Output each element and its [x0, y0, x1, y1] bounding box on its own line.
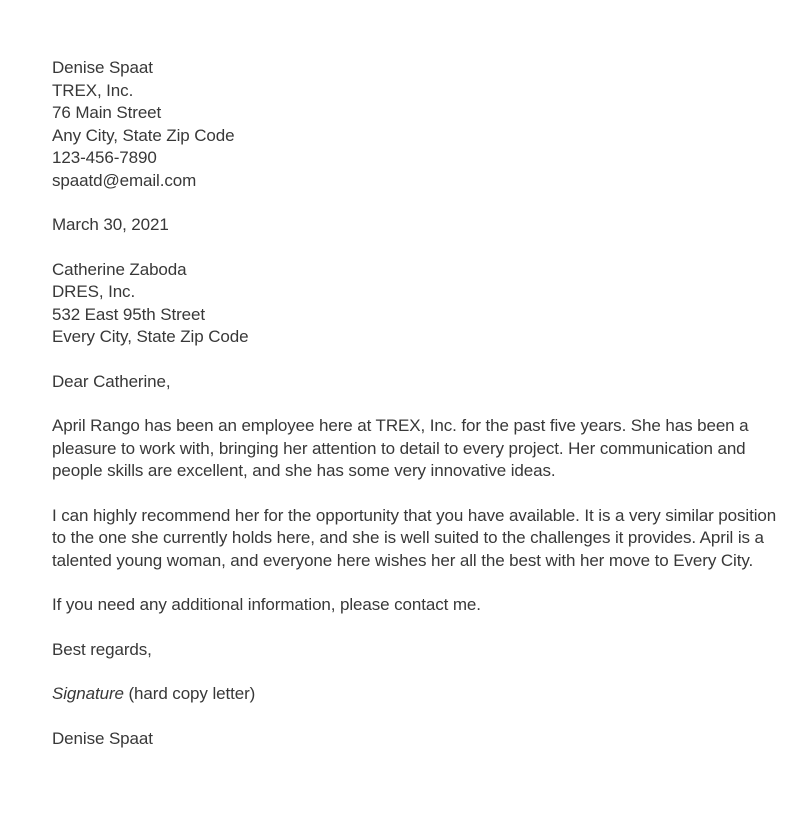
date-line: March 30, 2021 [52, 215, 169, 234]
recipient-address-block [52, 259, 778, 349]
body-paragraph-3: If you need any additional information, please contact me. [52, 595, 481, 614]
salutation: Dear Catherine, [52, 371, 171, 391]
recipient-name: Catherine Zaboda [52, 259, 187, 279]
recipient-city-line: Every City, State Zip Code [52, 327, 249, 346]
sender-company: TREX, Inc. [52, 80, 134, 100]
sender-email: spaatd@email.com [52, 170, 197, 190]
signature-note: (hard copy letter) [123, 684, 256, 703]
sender-phone: 123-456-7890 [52, 148, 157, 167]
sender-city-line: Any City, State Zip Code [52, 125, 235, 145]
signature-name: Denise Spaat [52, 728, 153, 748]
signature-line [52, 683, 778, 706]
closing-line: Best regards, [52, 639, 152, 659]
recipient-company: DRES, Inc. [52, 282, 136, 301]
body-paragraph-1: April Rango has been an employee here at TREX, Inc. for the past five years. She has been a pleasure to work with, bringing her attention to detail to every project. Her communication and people skills are excellent, and she has some very innovative ideas. [52, 416, 749, 480]
sender-street: 76 Main Street [52, 103, 162, 122]
signature-placeholder: Signature [52, 684, 124, 703]
sender-name: Denise Spaat [52, 58, 153, 77]
sender-address-block [52, 57, 778, 192]
recipient-street: 532 East 95th Street [52, 304, 205, 324]
body-paragraph-2: I can highly recommend her for the opportunity that you have available. It is a very similar position to the one she currently holds here, and she is well suited to the challenges it provides. April is a talented young woman, and everyone here wishes her all the best with her move to Every City. [52, 505, 777, 570]
